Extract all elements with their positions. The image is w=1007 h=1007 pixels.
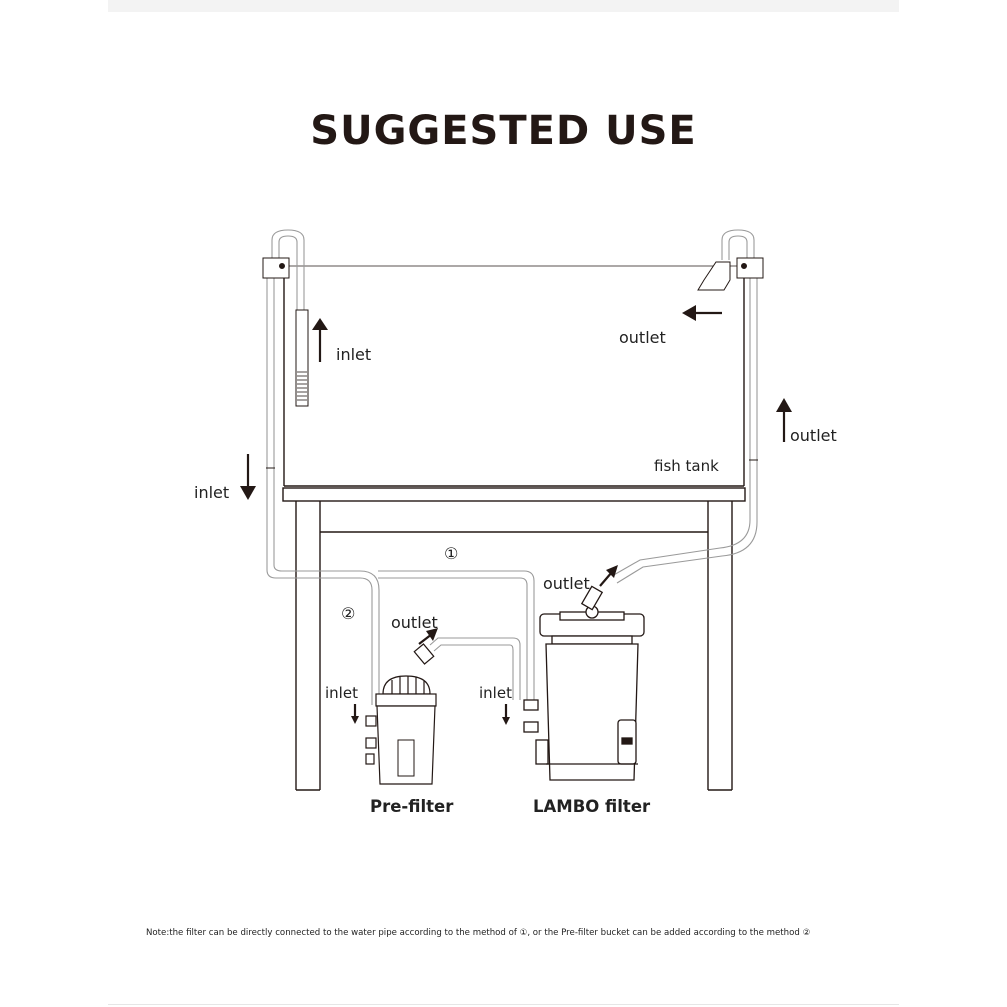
rim-clamps — [263, 258, 763, 278]
inlet-label-tank: inlet — [336, 345, 372, 364]
inlet-label-lambo: inlet — [479, 684, 512, 702]
method-1-label: ① — [444, 544, 459, 563]
method-2-label: ② — [341, 604, 356, 623]
prefilter-label: Pre-filter — [370, 797, 454, 816]
lambo-filter-unit — [524, 586, 644, 780]
bottom-rule — [108, 1004, 899, 1005]
inlet-label-prefilter: inlet — [325, 684, 358, 702]
flow-arrows — [240, 305, 792, 725]
fish-tank-label: fish tank — [654, 457, 719, 475]
inlet-strainer — [296, 310, 308, 406]
footnote: Note:the filter can be directly connected to the water pipe according to the method of ①, or the Pre-filter bucket can be added according to the method ② — [146, 928, 811, 938]
lambo-filter-label: LAMBO filter — [533, 797, 651, 816]
outlet-label-lambo: outlet — [543, 574, 590, 593]
outlet-label-prefilter: outlet — [391, 613, 438, 632]
prefilter-unit — [366, 644, 436, 784]
outlet-label-right: outlet — [790, 426, 837, 445]
outlet-label-tank: outlet — [619, 328, 666, 347]
inlet-label-left: inlet — [194, 483, 230, 502]
stand-table — [283, 488, 745, 790]
fish-tank — [284, 262, 744, 486]
page-title: SUGGESTED USE — [310, 108, 697, 154]
